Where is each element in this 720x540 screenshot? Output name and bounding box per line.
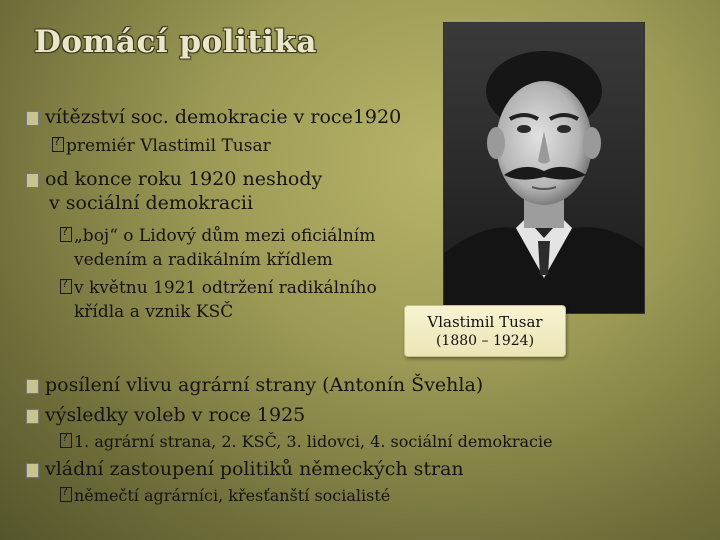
photo-caption [404,305,566,357]
missing-glyph-icon [60,279,72,294]
bullet-icon [26,111,39,126]
slide-title: Domácí politika [34,24,317,60]
missing-glyph-icon [52,137,64,152]
portrait-image [444,23,644,313]
list-item: ?premiér Vlastimil Tusar [52,136,271,156]
list-item: vítězství soc. demokracie v roce1920 [26,106,401,128]
caption-name: Vlastimil Tusar [427,313,543,331]
list-item: ?„boj“ o Lidový dům mezi oficiálním [60,226,375,246]
list-item: ?němečtí agrárníci, křesťanští socialisté [60,486,390,505]
bullet-icon [26,173,39,188]
portrait-photo [443,22,645,314]
missing-glyph-icon [60,487,72,502]
bullet-icon [26,379,39,394]
list-item: posílení vlivu agrární strany (Antonín Švehla) [26,374,483,396]
list-item: ?v květnu 1921 odtržení radikálního [60,278,377,298]
missing-glyph-icon [60,227,72,242]
list-item-continuation: v sociální demokracii [49,192,254,214]
bullet-icon [26,463,39,478]
caption-years: (1880 – 1924) [435,333,535,349]
list-item: vládní zastoupení politiků německých stran [26,458,464,480]
bullet-icon [26,409,39,424]
list-item: od konce roku 1920 neshody [26,168,322,190]
list-item-continuation: vedením a radikálním křídlem [74,250,333,270]
list-item: ?1. agrární strana, 2. KSČ, 3. lidovci, 4. sociální demokracie [60,432,553,451]
missing-glyph-icon [60,433,72,448]
list-item-continuation: křídla a vznik KSČ [74,302,234,322]
list-item: výsledky voleb v roce 1925 [26,404,305,426]
